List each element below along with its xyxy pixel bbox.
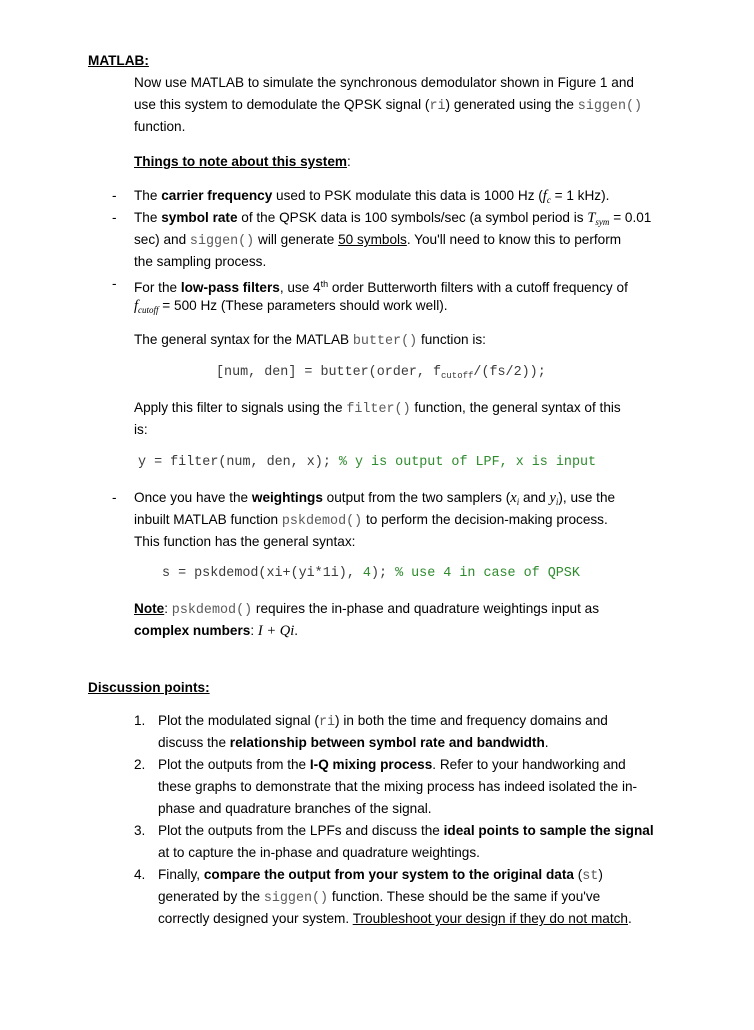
discussion-point-4-line-2: generated by the siggen() function. These should be the same if you've xyxy=(158,889,601,906)
filter-syntax-intro-line-2: is: xyxy=(134,422,148,437)
list-number: 1. xyxy=(134,713,146,728)
bullet-carrier-frequency: The carrier frequency used to PSK modulate this data is 1000 Hz ($f_c = 1$ kHz). xyxy=(134,188,610,205)
bullet-dash: - xyxy=(112,210,117,225)
intro-line-2: use this system to demodulate the QPSK signal (ri) generated using the siggen() xyxy=(134,97,643,114)
bullet-dash: - xyxy=(112,490,117,505)
discussion-point-4: Finally, compare the output from your system to the original data (st) xyxy=(158,867,603,884)
filter-syntax-intro: Apply this filter to signals using the filter() function, the general syntax of this xyxy=(134,400,621,417)
discussion-point-2-line-3: phase and quadrature branches of the signal. xyxy=(158,801,432,816)
note-pskdemod: Note: pskdemod() requires the in-phase and quadrature weightings input as xyxy=(134,601,600,618)
bullet-symbol-rate: The symbol rate of the QPSK data is 100 symbols/sec (a symbol period is $T_{sym} = 0.01$ xyxy=(134,210,652,227)
bullet-dash: - xyxy=(112,276,117,291)
bullet-weightings-line-3: This function has the general syntax: xyxy=(134,534,356,549)
bullet-symbol-rate-line-3: the sampling process. xyxy=(134,254,267,269)
filter-code-example: y = filter(num, den, x); % y is output of LPF, x is input xyxy=(138,455,597,470)
bullet-low-pass-filters: For the low-pass filters, use 4th order Butterworth filters with a cutoff frequency of xyxy=(134,279,628,295)
note-pskdemod-line-2: complex numbers: I + Qi. xyxy=(134,623,299,639)
discussion-point-2-line-2: these graphs to demonstrate that the mixing process has indeed isolated the in- xyxy=(158,779,638,794)
bullet-dash: - xyxy=(112,188,117,203)
list-number: 3. xyxy=(134,823,146,838)
intro-line-1: Now use MATLAB to simulate the synchronous demodulator shown in Figure 1 and xyxy=(134,75,634,90)
butter-syntax-intro: The general syntax for the MATLAB butter() function is: xyxy=(134,332,486,349)
bullet-weightings: Once you have the weightings output from the two samplers ($x_i$ and $y_i$), use the xyxy=(134,490,616,507)
discussion-point-4-line-3: correctly designed your system. Troubleshoot your design if they do not match. xyxy=(158,911,632,926)
bullet-symbol-rate-line-2: sec) and siggen() will generate 50 symbols. You'll need to know this to perform xyxy=(134,232,622,249)
discussion-point-2: Plot the outputs from the I-Q mixing process. Refer to your handworking and xyxy=(158,757,626,772)
list-number: 2. xyxy=(134,757,146,772)
pskdemod-code-example: s = pskdemod(xi+(yi*1i), 4); % use 4 in case of QPSK xyxy=(162,566,580,581)
bullet-low-pass-filters-line-2: $f_{cutoff} = 500$ Hz (These parameters should work well). xyxy=(134,298,448,315)
discussion-point-3: Plot the outputs from the LPFs and discuss the ideal points to sample the signal xyxy=(158,823,654,838)
discussion-point-1: Plot the modulated signal (ri) in both the time and frequency domains and xyxy=(158,713,608,730)
butter-code-example: [num, den] = butter(order, $f_{cutoff}/(fs/2)$); xyxy=(216,365,546,381)
discussion-point-3-line-2: at to capture the in-phase and quadrature weightings. xyxy=(158,845,480,860)
bullet-weightings-line-2: inbuilt MATLAB function pskdemod() to perform the decision-making process. xyxy=(134,512,608,529)
discussion-point-1-line-2: discuss the relationship between symbol rate and bandwidth. xyxy=(158,735,549,750)
subheading-things-to-note: Things to note about this system: xyxy=(134,154,351,169)
section-heading-matlab: MATLAB: xyxy=(88,53,149,68)
list-number: 4. xyxy=(134,867,146,882)
intro-line-3: function. xyxy=(134,119,186,134)
section-heading-discussion: Discussion points: xyxy=(88,680,210,695)
